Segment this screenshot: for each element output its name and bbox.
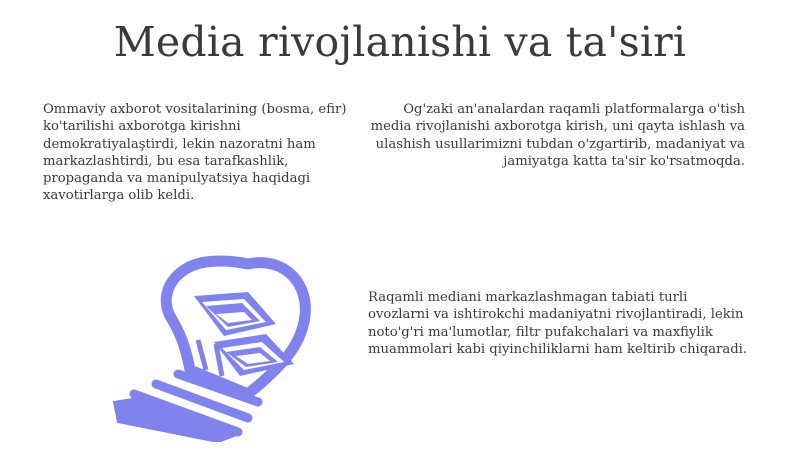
- paragraph-media-evolution: Og'zaki an'analardan raqamli platformalarga o'tish media rivojlanishi axborotga kirish, uni qayta ishlash va ulashish usullarimizni tubdan o'zgartirib, madaniyat va jamiyatga katta ta'sir ko'rsatmoqda.: [370, 102, 745, 169]
- lightbulb-book-icon: [98, 252, 324, 442]
- paragraph-mass-media: Ommaviy axborot vositalarining (bosma, efir) ko'tarilishi axborotga kirishni demokratiyalaştirdi, lekin nazoratni ham markazlashtirdi, bu esa tarafkashlik, propaganda va manipulyatsiya haqidagi xavotirlarga olib keldi.: [43, 102, 347, 204]
- paragraph-digital-media: Raqamli mediani markazlashmagan tabiati turli ovozlarni va ishtirokchi madaniyatni rivojlantiradi, lekin noto'g'ri ma'lumotlar, filtr pufakchalari va maxfiylik muammolari kabi qiyinchiliklarni ham keltirib chiqaradi.: [368, 290, 748, 357]
- slide-title: Media rivojlanishi va ta'siri: [113, 18, 687, 66]
